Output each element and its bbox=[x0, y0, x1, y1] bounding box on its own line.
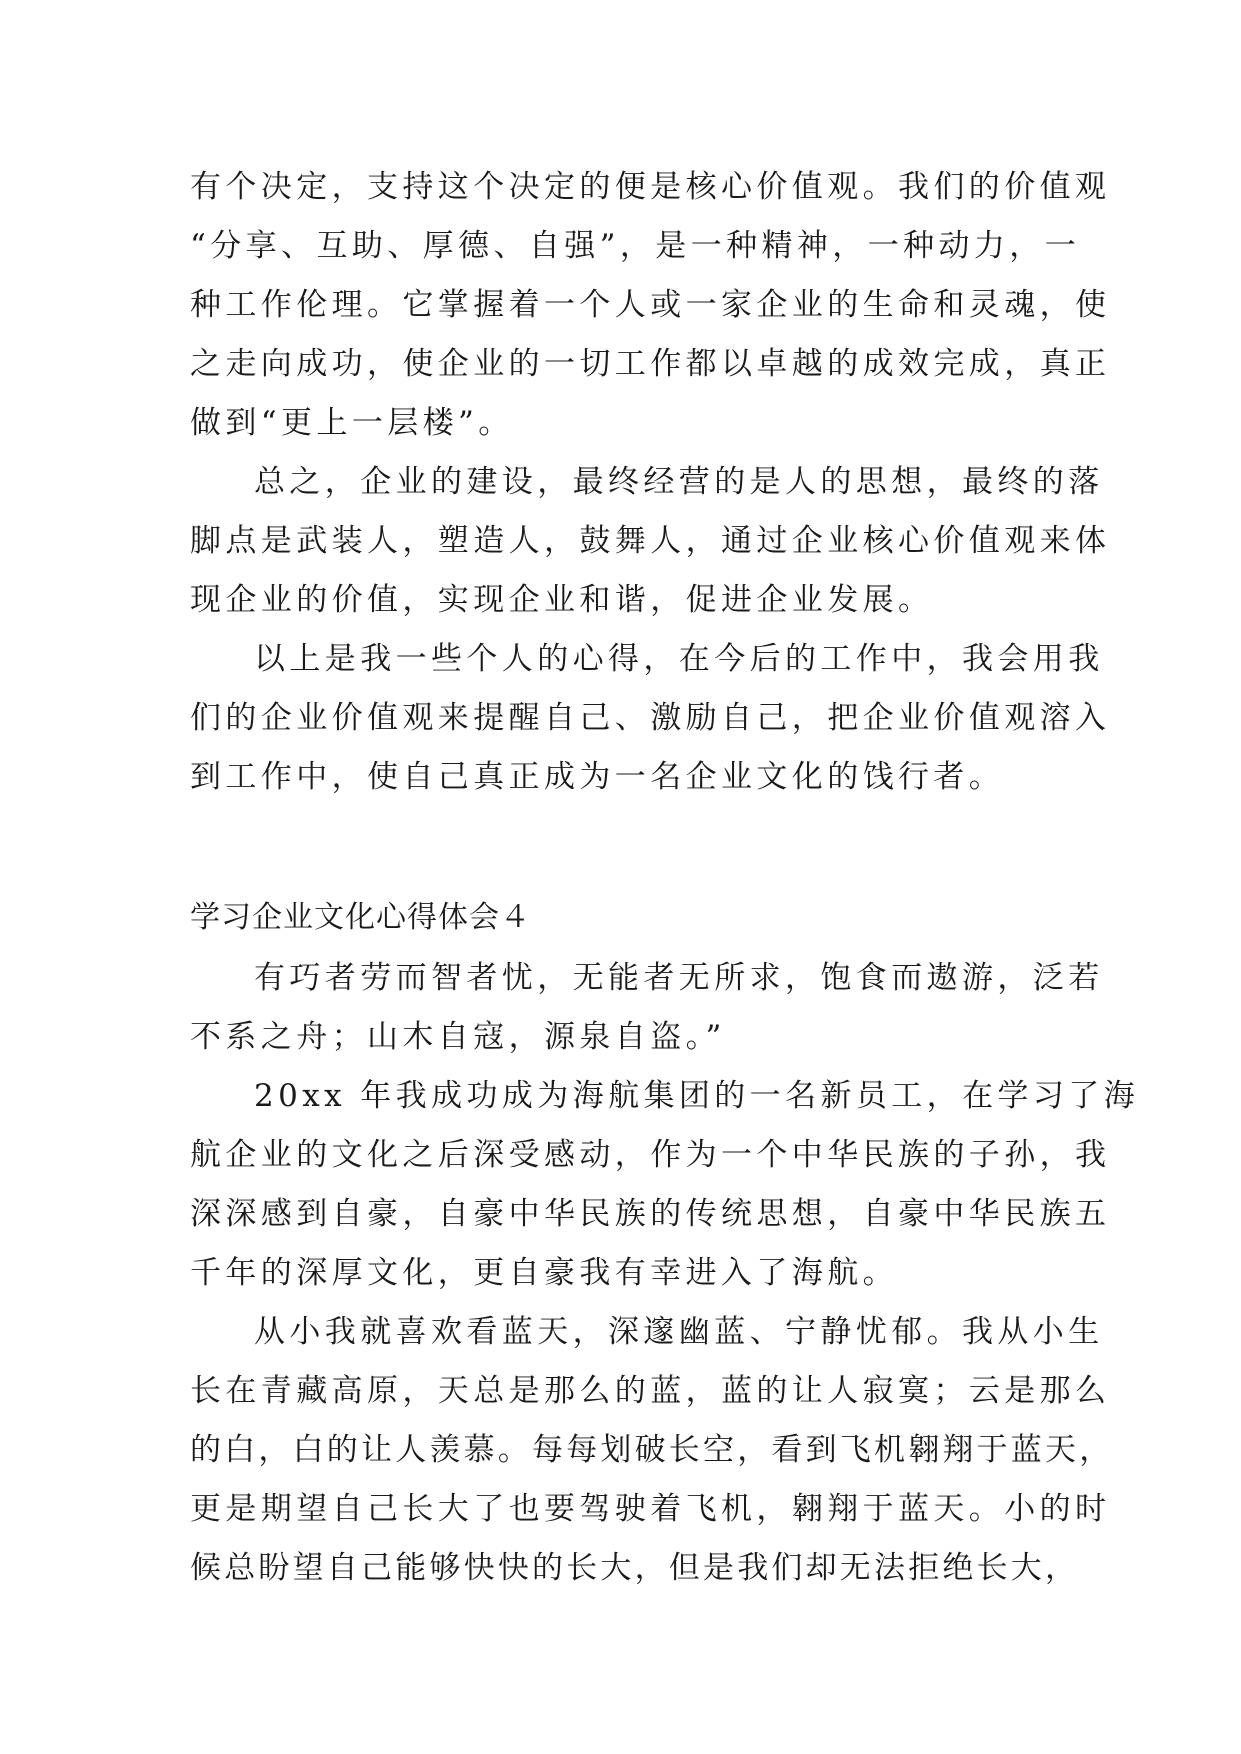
text-line: “分享、互助、厚德、自强”，是一种精神，一种动力，一 bbox=[190, 228, 1081, 264]
paragraph-quote bbox=[190, 949, 1104, 1067]
paragraph-personal-thoughts bbox=[190, 630, 1111, 807]
text-line: 种工作伦理。它掌握着一个人或一家企业的生命和灵魂，使 bbox=[190, 287, 1111, 323]
text-line: 深深感到自豪，自豪中华民族的传统思想，自豪中华民族五 bbox=[190, 1196, 1111, 1232]
text-line: 之走向成功，使企业的一切工作都以卓越的成效完成，真正 bbox=[190, 346, 1111, 382]
text-line: 以上是我一些个人的心得，在今后的工作中，我会用我 bbox=[254, 641, 1104, 677]
text-line: 20xx 年我成功成为海航集团的一名新员工，在学习了海 bbox=[254, 1078, 1140, 1114]
text-line: 们的企业价值观来提醒自己、激励自己，把企业价值观溶入 bbox=[190, 700, 1111, 736]
text-line: 有个决定，支持这个决定的便是核心价值观。我们的价值观 bbox=[190, 169, 1111, 205]
text-line: 现企业的价值，实现企业和谐，促进企业发展。 bbox=[190, 582, 934, 618]
paragraph-new-employee bbox=[190, 1067, 1140, 1303]
text-line: 航企业的文化之后深受感动，作为一个中华民族的子孙，我 bbox=[190, 1137, 1111, 1173]
section-b bbox=[190, 949, 1140, 1598]
text-line: 做到“更上一层楼”。 bbox=[190, 405, 514, 441]
text-line: 不系之舟；山木自寇，源泉自盗。” bbox=[190, 1019, 726, 1055]
text-line: 从小我就喜欢看蓝天，深邃幽蓝、宁静忧郁。我从小生 bbox=[254, 1314, 1104, 1350]
text-line: 长在青藏高原，天总是那么的蓝，蓝的让人寂寞；云是那么 bbox=[190, 1373, 1111, 1409]
section-heading: 学习企业文化心得体会４ bbox=[190, 900, 531, 935]
text-line: 总之，企业的建设，最终经营的是人的思想，最终的落 bbox=[254, 464, 1104, 500]
text-line: 千年的深厚文化，更自豪我有幸进入了海航。 bbox=[190, 1255, 898, 1291]
section-a bbox=[190, 158, 1111, 807]
paragraph-blue-sky bbox=[190, 1303, 1114, 1598]
text-line: 有巧者劳而智者忧，无能者无所求，饱食而遨游，泛若 bbox=[254, 960, 1104, 996]
paragraph-conclusion bbox=[190, 453, 1111, 630]
paragraph-core-values bbox=[190, 158, 1111, 453]
text-line: 脚点是武装人，塑造人，鼓舞人，通过企业核心价值观来体 bbox=[190, 523, 1111, 559]
text-line: 的白，白的让人羡慕。每每划破长空，看到飞机翱翔于蓝天， bbox=[190, 1432, 1114, 1468]
text-line: 候总盼望自己能够快快的长大，但是我们却无法拒绝长大， bbox=[190, 1550, 1080, 1586]
text-line: 到工作中，使自己真正成为一名企业文化的饯行者。 bbox=[190, 759, 1005, 795]
text-line: 更是期望自己长大了也要驾驶着飞机，翱翔于蓝天。小的时 bbox=[190, 1491, 1111, 1527]
